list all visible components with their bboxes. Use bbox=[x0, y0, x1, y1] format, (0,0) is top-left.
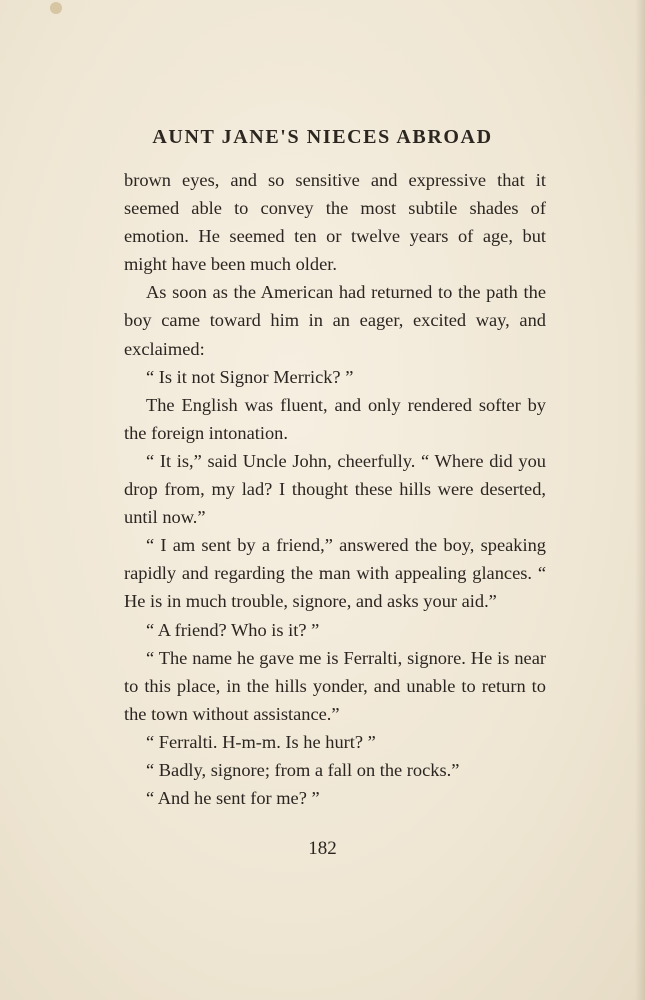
paragraph: “ Is it not Signor Merrick? ” bbox=[146, 366, 354, 387]
paragraph: “ A friend? Who is it? ” bbox=[146, 619, 320, 640]
paragraph: The English was fluent, and only rendered softer by the foreign intonation. bbox=[124, 394, 546, 443]
paragraph: “ And he sent for me? ” bbox=[146, 788, 320, 809]
body-text bbox=[124, 166, 546, 812]
paragraph: brown eyes, and so sensitive and expressive that it seemed able to convey the most subtile shades of emotion. He seemed ten or twelve years of age, but might have been much older. bbox=[124, 170, 546, 275]
paragraph: “ Badly, signore; from a fall on the rocks.” bbox=[146, 759, 460, 780]
paragraph: “ Ferralti. H-m-m. Is he hurt? ” bbox=[146, 731, 376, 752]
paragraph: “ It is,” said Uncle John, cheerfully. “ Where did you drop from, my lad? I thought these hills were deserted, until now.” bbox=[124, 450, 546, 528]
paragraph: “ The name he gave me is Ferralti, signore. He is near to this place, in the hills yonder, and unable to return to the town without assistance.” bbox=[124, 647, 546, 724]
paper-stain bbox=[50, 2, 62, 14]
page-number: 182 bbox=[308, 838, 337, 859]
paragraph: As soon as the American had returned to the path the boy came toward him in an eager, excited way, and exclaimed: bbox=[124, 282, 546, 359]
running-header: AUNT JANE'S NIECES ABROAD bbox=[152, 126, 493, 148]
paragraph: “ I am sent by a friend,” answered the boy, speaking rapidly and regarding the man with appealing glances. “ He is in much trouble, signore, and asks your aid.” bbox=[124, 535, 546, 612]
